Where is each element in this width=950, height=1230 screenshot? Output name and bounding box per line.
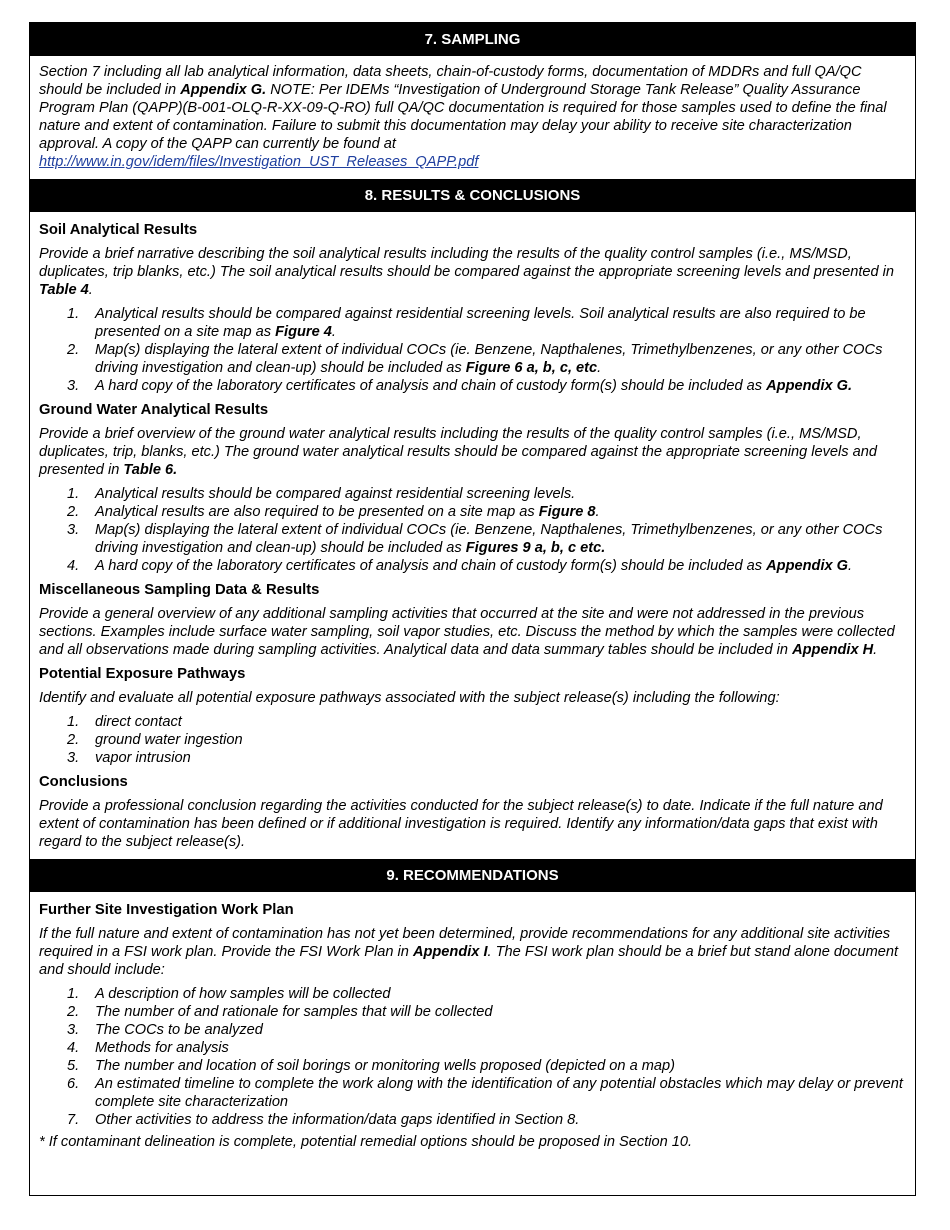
list-number: 4. bbox=[67, 558, 80, 574]
list-text: vapor intrusion bbox=[95, 750, 191, 766]
section-9-header: 9. RECOMMENDATIONS bbox=[30, 859, 915, 892]
list-text: A hard copy of the laboratory certificates of analysis and chain of custody form(s) should be included as bbox=[95, 378, 767, 394]
list-item bbox=[39, 713, 907, 731]
list-text: Map(s) displaying the lateral extent of individual COCs (ie. Benzene, Napthalenes, Trimethylbenzenes, or any other COCs driving investigation and clean-up) should be included as bbox=[95, 522, 883, 556]
fsi-text-a: If the full nature and extent of contamination has not yet been determined, provide recommendations for any additional site activities required in a FSI work plan. Provide the FSI Work Plan in bbox=[39, 926, 890, 960]
section-8-body bbox=[30, 212, 915, 859]
list-item bbox=[39, 1111, 907, 1129]
list-item bbox=[39, 1039, 907, 1057]
list-reference: Figures 9 a, b, c etc. bbox=[465, 540, 606, 556]
sampling-text-a: Section 7 including all lab analytical information, data sheets, chain-of-custody forms, documentation of MDDRs and full QA/QC should be included in bbox=[39, 64, 862, 98]
conclusions-paragraph: Provide a professional conclusion regarding the activities conducted for the subject release(s) to date. Indicate if the full nature and extent of contamination has been defined or if additional investigation is required. Identify any information/data gaps that exist with regard to the subject release(s). bbox=[39, 798, 883, 850]
list-text: Analytical results are also required to be presented on a site map as bbox=[95, 504, 539, 520]
list-reference: Figure 8 bbox=[538, 504, 596, 520]
list-number: 2. bbox=[67, 732, 80, 748]
list-text: ground water ingestion bbox=[95, 732, 243, 748]
qapp-link[interactable]: http://www.in.gov/idem/files/Investigation_UST_Releases_QAPP.pdf bbox=[39, 154, 479, 170]
gw-paragraph bbox=[39, 425, 907, 479]
list-number: 3. bbox=[67, 750, 80, 766]
pep-paragraph: Identify and evaluate all potential exposure pathways associated with the subject release(s) including the following: bbox=[39, 690, 780, 706]
list-number: 5. bbox=[67, 1058, 80, 1074]
sampling-appendix-ref: Appendix G. bbox=[180, 82, 267, 98]
sampling-text-c: NOTE: Per IDEMs “Investigation of Underground Storage Tank Release” Quality Assurance Program Plan (QAPP)(B-001-OLQ-R-XX-09-Q-RO) full QA/QC documentation is required for those samples used to define the final nature and extent of contamination. Failure to submit this documentation may delay your ability to receive site characterization approval. A copy of the QAPP can currently be found at bbox=[39, 82, 887, 152]
pep-heading: Potential Exposure Pathways bbox=[39, 666, 246, 682]
list-text-end: . bbox=[848, 558, 853, 574]
list-reference: Figure 4 bbox=[275, 324, 332, 340]
misc-heading: Miscellaneous Sampling Data & Results bbox=[39, 582, 320, 598]
list-text: An estimated timeline to complete the work along with the identification of any potential obstacles which may delay or prevent complete site characterization bbox=[95, 1076, 903, 1110]
list-item bbox=[39, 985, 907, 1003]
list-number: 2. bbox=[67, 342, 80, 358]
list-item bbox=[39, 1021, 907, 1039]
list-text: The number and location of soil borings or monitoring wells proposed (depicted on a map) bbox=[95, 1058, 676, 1074]
list-text: Analytical results should be compared against residential screening levels. bbox=[95, 486, 576, 502]
section-7-body bbox=[30, 56, 915, 179]
section-7-header: 7. SAMPLING bbox=[30, 23, 915, 56]
misc-text: Provide a general overview of any additional sampling activities that occurred at the site and were not addressed in the previous sections. Examples include surface water sampling, soil vapor studies, etc. Discuss the method by which the samples were collected and all observations made during sampling activities. Analytical data and data summary tables should be included in bbox=[39, 606, 895, 658]
list-number: 4. bbox=[67, 1040, 80, 1056]
fsi-list bbox=[39, 985, 907, 1129]
list-number: 1. bbox=[67, 486, 80, 502]
list-text: The COCs to be analyzed bbox=[95, 1022, 263, 1038]
list-text: Other activities to address the information/data gaps identified in Section 8. bbox=[95, 1112, 580, 1128]
remedial-note: * If contaminant delineation is complete, potential remedial options should be proposed in Section 10. bbox=[39, 1134, 693, 1150]
conclusions-heading: Conclusions bbox=[39, 774, 128, 790]
fsi-paragraph bbox=[39, 925, 907, 979]
list-number: 3. bbox=[67, 1022, 80, 1038]
section-8-header: 8. RESULTS & CONCLUSIONS bbox=[30, 179, 915, 212]
list-item bbox=[39, 1057, 907, 1075]
list-item bbox=[39, 731, 907, 749]
list-number: 3. bbox=[67, 522, 80, 538]
gw-list bbox=[39, 485, 907, 575]
list-reference: Appendix G bbox=[766, 558, 849, 574]
list-item bbox=[39, 485, 907, 503]
list-reference: Figure 6 a, b, c, etc bbox=[465, 360, 598, 376]
list-number: 2. bbox=[67, 1004, 80, 1020]
pep-list bbox=[39, 713, 907, 767]
list-item bbox=[39, 521, 907, 557]
list-text: A hard copy of the laboratory certificates of analysis and chain of custody form(s) should be included as bbox=[95, 558, 767, 574]
list-text-end: . bbox=[595, 504, 600, 520]
list-number: 2. bbox=[67, 504, 80, 520]
list-number: 6. bbox=[67, 1076, 80, 1092]
list-number: 7. bbox=[67, 1112, 80, 1128]
sampling-paragraph bbox=[39, 63, 907, 171]
list-item bbox=[39, 305, 907, 341]
list-number: 1. bbox=[67, 714, 80, 730]
misc-paragraph: Provide a general overview of any additional sampling activities that occurred at the site and were not addressed in the previous sections. Examples include surface water sampling, soil vapor studies, etc. Discuss the method by which the samples were collected and all observations made during sampling activities. Analytical data and data summary tables should be included in Appendix H. bbox=[39, 606, 895, 658]
list-text-end: . bbox=[331, 324, 336, 340]
gw-text: Provide a brief overview of the ground water analytical results including the results of the quality control samples (i.e., MS/MSD, duplicates, trip, blanks, etc.) The ground water analytical results should be compared against the appropriate screening levels and presented in bbox=[39, 426, 877, 478]
soil-heading: Soil Analytical Results bbox=[39, 222, 198, 238]
list-text: Methods for analysis bbox=[95, 1040, 229, 1056]
fsi-heading: Further Site Investigation Work Plan bbox=[39, 902, 294, 918]
soil-table-ref: Table 4 bbox=[39, 282, 89, 298]
fsi-text-c: . The FSI work plan should be a brief but stand alone document and should include: bbox=[39, 944, 899, 978]
soil-paragraph: Provide a brief narrative describing the soil analytical results including the results of the quality control samples (i.e., MS/MSD, duplicates, trip blanks, etc.) The soil analytical results should be compared against the appropriate screening levels and presented in Table 4. bbox=[39, 246, 895, 298]
list-item bbox=[39, 1003, 907, 1021]
list-reference: Appendix G. bbox=[766, 378, 853, 394]
gw-heading: Ground Water Analytical Results bbox=[39, 402, 269, 418]
gw-table-ref: Table 6. bbox=[123, 462, 178, 478]
list-text: A description of how samples will be collected bbox=[95, 986, 391, 1002]
list-item bbox=[39, 557, 907, 575]
list-item bbox=[39, 341, 907, 377]
list-text: direct contact bbox=[95, 714, 182, 730]
misc-appendix-ref: Appendix H bbox=[792, 642, 874, 658]
list-text: Analytical results should be compared against residential screening levels. Soil analytical results are also required to be presented on a site map as bbox=[95, 306, 866, 340]
soil-list bbox=[39, 305, 907, 395]
list-item bbox=[39, 1075, 907, 1111]
list-text: The number of and rationale for samples that will be collected bbox=[95, 1004, 493, 1020]
list-text-end: . bbox=[597, 360, 602, 376]
soil-text: Provide a brief narrative describing the soil analytical results including the results of the quality control samples (i.e., MS/MSD, duplicates, trip blanks, etc.) The soil analytical results should be compared against the appropriate screening levels and presented in bbox=[39, 246, 895, 280]
list-item bbox=[39, 377, 907, 395]
document-frame bbox=[29, 22, 916, 1196]
section-9-body bbox=[30, 892, 915, 1159]
list-number: 3. bbox=[67, 378, 80, 394]
list-text: Map(s) displaying the lateral extent of individual COCs (ie. Benzene, Napthalenes, Trimethylbenzenes, or any other COCs driving investigation and clean-up) should be included as bbox=[95, 342, 883, 376]
list-item bbox=[39, 503, 907, 521]
fsi-appendix-ref: Appendix I bbox=[412, 944, 488, 960]
list-number: 1. bbox=[67, 306, 80, 322]
list-item bbox=[39, 749, 907, 767]
list-number: 1. bbox=[67, 986, 80, 1002]
